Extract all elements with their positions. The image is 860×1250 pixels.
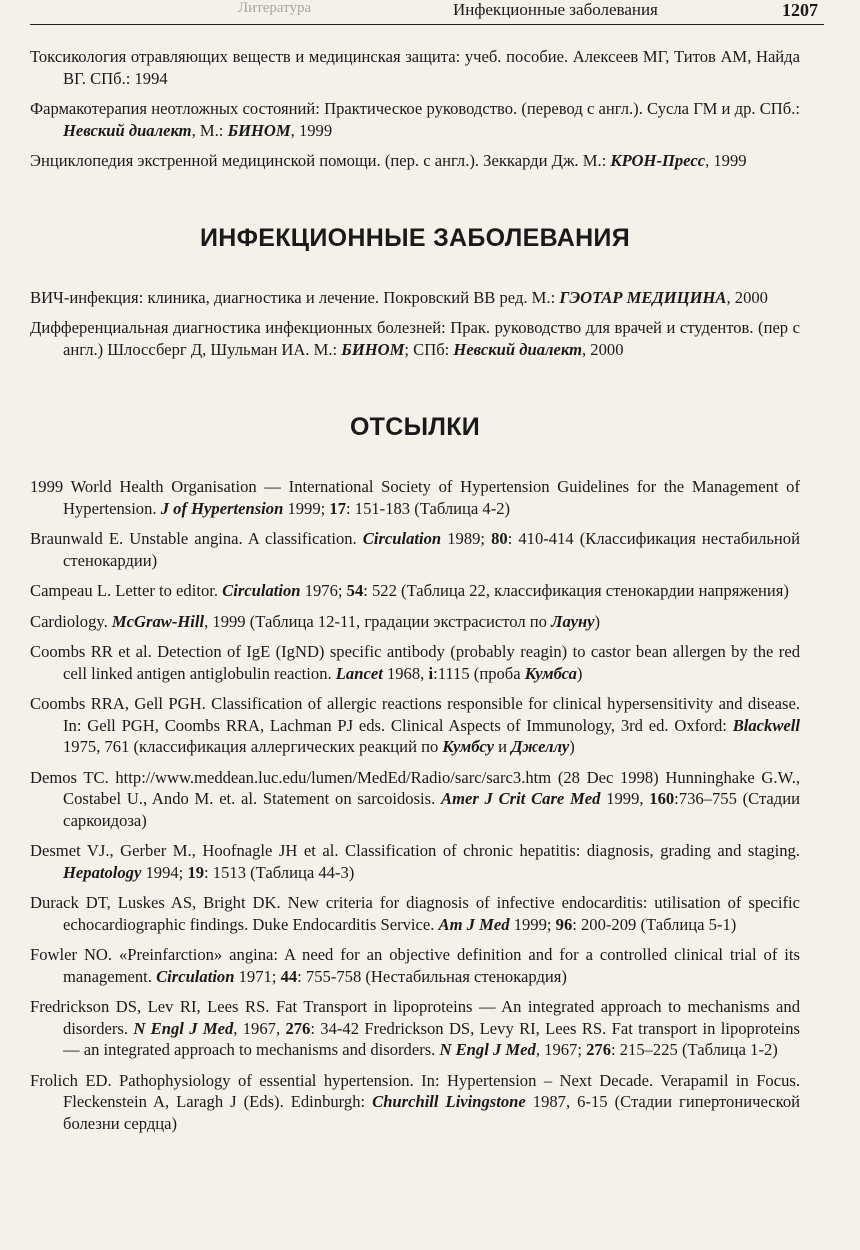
reference-volume: 17 — [329, 498, 347, 518]
reference-text: : 200-209 (Таблица 5-1) — [572, 914, 737, 934]
reference-text: ) — [569, 737, 575, 756]
reference-text: Фармакотерапия неотложных состояний: Практическое руководство. (перевод с англ.). Сусла ГМ и др. СПб.: — [30, 99, 800, 118]
reference-text: ) — [576, 663, 583, 683]
reference-source: Am J Med — [438, 914, 510, 934]
section-heading-references: ОТСЫЛКИ — [349, 413, 481, 441]
reference-text: : 215–225 (Таблица 1-2) — [610, 1040, 778, 1059]
reference-source: Кумбса — [524, 663, 577, 683]
reference-text: и — [493, 737, 512, 756]
reference-source: N Engl J Med — [133, 1018, 234, 1038]
reference-entry — [30, 641, 800, 684]
reference-source: КРОН-Пресс — [610, 151, 706, 170]
reference-text: , 1967; — [535, 1040, 587, 1059]
reference-text: Braunwald E. Unstable angina. A classification. — [30, 529, 363, 548]
reference-text: : 522 (Таблица 22, классификация стенокардии напряжения) — [363, 581, 789, 600]
reference-source: Кумбсу — [442, 737, 494, 756]
reference-text: ; СПб: — [404, 339, 454, 359]
reference-entry — [30, 1070, 800, 1135]
reference-text: Энциклопедия экстренной медицинской помощи. (пер. с англ.). Зеккарди Дж. М.: — [30, 151, 611, 170]
reference-entry — [30, 317, 800, 360]
reference-source: McGraw-Hill — [111, 611, 205, 631]
reference-source: N Engl J Med — [439, 1040, 536, 1059]
reference-source: БИНОМ — [227, 120, 291, 140]
reference-text: , 2000 — [582, 339, 624, 359]
reference-source: Amer J Crit Care Med — [441, 789, 601, 808]
reference-entry — [30, 528, 800, 571]
reference-entry — [30, 580, 800, 602]
reference-volume: 44 — [280, 966, 298, 986]
running-head-title: Инфекционные заболевания — [453, 0, 658, 19]
reference-text: , 1999 — [705, 151, 747, 170]
page-number: 1207 — [782, 0, 818, 20]
reference-source: Лауну — [551, 611, 595, 631]
reference-entry — [30, 996, 800, 1061]
reference-text: : 755-758 (Нестабильная стенокардия) — [297, 966, 567, 986]
reference-source: Circulation — [156, 966, 235, 986]
reference-text: Campeau L. Letter to editor. — [30, 581, 223, 600]
reference-text: 1989; — [441, 529, 492, 548]
reference-volume: 54 — [346, 581, 364, 600]
reference-text: : 410-414 (Классификация нестабильной стенокардии) — [63, 529, 800, 570]
reference-entry — [30, 693, 800, 758]
reference-volume: 160 — [649, 789, 675, 808]
reference-text: Frolich ED. Pathophysiology of essential hypertension. In: Hypertension – Next Decade. Verapamil in Focus. Fleckenstein A, Laragh J (Eds). Edinburgh: — [30, 1070, 800, 1111]
reference-entry — [30, 476, 800, 519]
reference-text: 1994; — [141, 862, 188, 882]
reference-entry — [30, 767, 800, 832]
reference-entry — [30, 944, 800, 987]
reference-entry — [30, 98, 800, 141]
reference-text: 1999; — [509, 914, 556, 934]
reference-text: ) — [594, 611, 601, 631]
reference-text: : 151-183 (Таблица 4-2) — [346, 498, 511, 518]
reference-volume: 96 — [555, 914, 573, 934]
reference-text: , 1999 — [290, 120, 333, 140]
reference-text: ВИЧ-инфекция: клиника, диагностика и лечение. Покровский ВВ ред. М.: — [30, 287, 560, 307]
reference-text: Cardiology. — [30, 611, 112, 631]
reference-entry — [30, 840, 800, 883]
reference-volume: 80 — [491, 529, 508, 548]
reference-text: :1115 (проба — [433, 663, 525, 683]
infections-reference-list — [30, 287, 800, 361]
reference-text: Fowler NO. «Preinfarction» angina: A need for an objective definition and for a controlled clinical trial of its management. — [30, 945, 800, 986]
running-head-section: Литература — [238, 0, 312, 16]
reference-source: Circulation — [362, 529, 442, 548]
reference-volume: 276 — [285, 1018, 311, 1038]
reference-source: Невский диалект — [453, 339, 582, 359]
reference-entry — [30, 287, 800, 309]
reference-source: Невский диалект — [63, 120, 192, 140]
reference-text: Desmet VJ., Gerber M., Hoofnagle JH et al. Classification of chronic hepatitis: diagnosis, grading and staging. — [30, 841, 800, 860]
reference-volume: 19 — [187, 862, 205, 882]
reference-volume: i — [428, 663, 434, 683]
section-heading-infections: ИНФЕКЦИОННЫЕ ЗАБОЛЕВАНИЯ — [200, 223, 630, 252]
reference-source: Circulation — [222, 581, 301, 600]
reference-text: , 2000 — [726, 287, 768, 307]
reference-volume: 276 — [586, 1040, 611, 1059]
page-content — [30, 46, 800, 1143]
reference-source: Churchill Livingstone — [372, 1092, 526, 1111]
reference-text: 1971; — [234, 966, 281, 986]
reference-text: 1987, 6-15 (Стадии гипертонической болезни сердца) — [63, 1092, 800, 1133]
reference-text: , 1967, — [233, 1018, 286, 1038]
reference-source: J of Hypertension — [160, 498, 284, 518]
reference-text: 1968, — [382, 663, 429, 683]
reference-text: 1999, — [600, 789, 650, 808]
reference-source: Blackwell — [732, 715, 800, 735]
reference-text: 1999; — [283, 498, 330, 518]
toxicology-reference-list — [30, 46, 800, 172]
reference-text: 1975, 761 (классификация аллергических реакций по — [63, 737, 443, 756]
reference-text: 1976; — [300, 581, 347, 600]
reference-text: : 1513 (Таблица 44-3) — [204, 862, 355, 882]
reference-entry — [30, 892, 800, 935]
reference-text: , М.: — [191, 120, 228, 140]
reference-text: : 34-42 Fredrickson DS, Levy RI, Lees RS. Fat transport in lipoproteins — an integrated approach to mechanisms and disorders. — [63, 1018, 801, 1059]
reference-source: Джеллу — [511, 737, 570, 756]
reference-text: 1999 World Health Organisation — International Society of Hypertension Guidelines for the Management of Hypertension. — [30, 477, 800, 518]
running-header — [30, 0, 824, 25]
reference-entry — [30, 611, 800, 633]
reference-text: Fredrickson DS, Lev RI, Lees RS. Fat Transport in lipoproteins — An integrated approach to mechanisms and disorders. — [30, 997, 800, 1038]
reference-source: БИНОМ — [341, 339, 405, 359]
reference-text: Coombs RRA, Gell PGH. Classification of allergic reactions responsible for clinical hypersensitivity and disease. In: Gell PGH, Coombs RRA, Lachman PJ eds. Clinical Aspects of Immunology, 3rd ed. Oxford: — [30, 694, 800, 735]
reference-source: Lancet — [335, 663, 383, 683]
reference-text: Coombs RR et al. Detection of IgE (IgND) specific antibody (probably reagin) to castor bean allergen by the red cell linked antigen antiglobulin reaction. — [30, 642, 800, 683]
reference-source: Hepatology — [63, 862, 142, 882]
reference-entry — [30, 46, 800, 89]
reference-text: Durack DT, Luskes AS, Bright DK. New criteria for diagnosis of infective endocarditis: utilisation of specific echocardiographic findings. Duke Endocarditis Service. — [30, 893, 800, 934]
reference-source: ГЭОТАР МЕДИЦИНА — [559, 287, 727, 307]
reference-text: Дифференциальная диагностика инфекционных болезней: Прак. руководство для врачей и студентов. (пер с англ.) Шлоссберг Д, Шульман ИА. М.: — [30, 318, 800, 359]
reference-text: Demos TC. http://www.meddean.luc.edu/lumen/MedEd/Radio/sarc/sarc3.htm (28 Dec 1998) Hunninghake G.W., Costabel U., Ando M. et. al. Statement on sarcoidosis. — [30, 767, 800, 808]
reference-entry — [30, 150, 800, 172]
reference-text: , 1999 (Таблица 12-11, градации экстрасистол по — [204, 611, 552, 631]
reference-text: :736–755 (Стадии саркоидоза) — [63, 789, 801, 830]
references-list — [30, 476, 800, 1134]
reference-text: Токсикология отравляющих веществ и медицинская защита: учеб. пособие. Алексеев МГ, Титов АМ, Найда ВГ. СПб.: 1994 — [30, 47, 800, 88]
